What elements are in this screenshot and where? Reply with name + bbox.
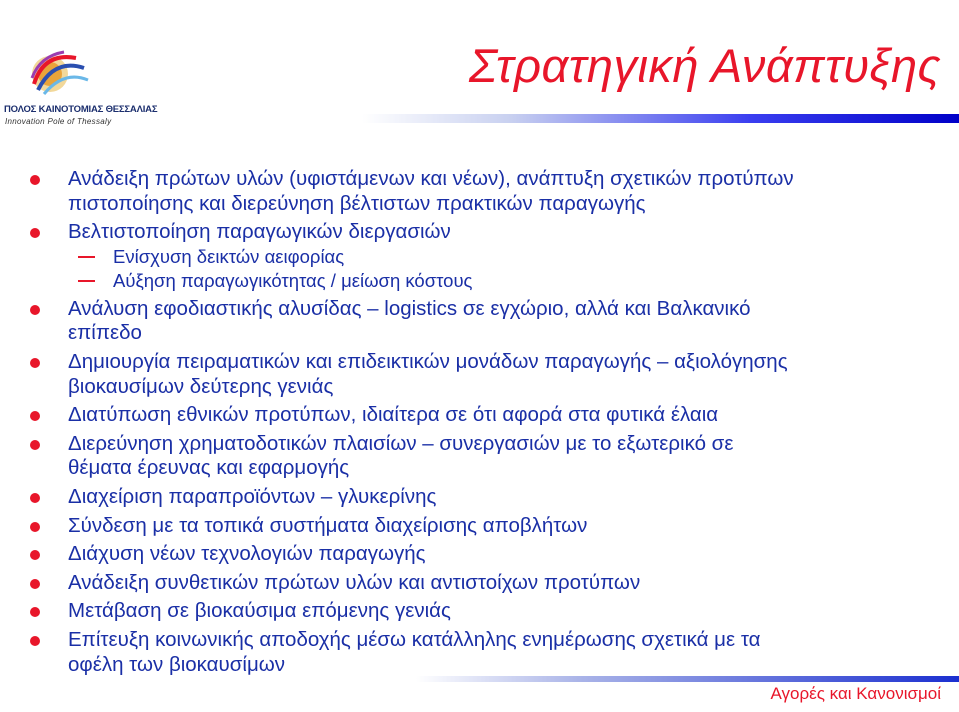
title-underline-bar [362,114,959,123]
footer-text: Αγορές και Κανονισμοί [770,684,941,703]
organization-logo [4,44,158,134]
dash-icon [78,256,95,258]
bullet-icon [30,305,40,315]
list-item [30,350,930,399]
list-item-text: Δημιουργία πειραματικών και επιδεικτικών μονάδων παραγωγής – αξιολόγησης [68,349,788,373]
bullet-icon [30,636,40,646]
bullet-icon [30,607,40,617]
bullet-icon [30,358,40,368]
list-item-text: Διαχείριση παραπροϊόντων – γλυκερίνης [68,484,437,508]
list-item-text: επίπεδο [68,321,142,345]
list-item-text: Ανάλυση εφοδιαστικής αλυσίδας – logistics σε εγχώριο, αλλά και Βαλκανικό [68,296,751,320]
bullet-icon [30,440,40,450]
bullet-icon [30,579,40,589]
list-item-text: Βελτιστοποίηση παραγωγικών διεργασιών [68,220,451,244]
sub-list-item [68,269,930,293]
list-item [30,485,930,510]
list-item-text: θέματα έρευνας και εφαρμογής [68,456,350,480]
list-item [30,571,930,596]
list-item [30,628,930,677]
slide-title: Στρατηγική Ανάπτυξης [468,39,941,92]
bullet-icon [30,175,40,185]
bullet-icon [30,411,40,421]
bullet-list [30,167,930,681]
list-item-text: Μετάβαση σε βιοκαύσιμα επόμενης γενιάς [68,599,451,623]
sub-list-item-text: Αύξηση παραγωγικότητας / μείωση κόστους [113,269,473,291]
list-item-text: βιοκαυσίμων δεύτερης γενιάς [68,374,334,398]
list-item [30,297,930,346]
list-item [30,599,930,624]
list-item-text: Σύνδεση με τα τοπικά συστήματα διαχείρισης αποβλήτων [68,513,588,537]
list-item-text: Διερεύνηση χρηματοδοτικών πλαισίων – συνεργασιών με το εξωτερικό σε [68,431,734,455]
bullet-icon [30,522,40,532]
list-item [30,403,930,428]
dash-icon [78,280,95,282]
list-item [30,167,930,216]
list-item-text: Ανάδειξη συνθετικών πρώτων υλών και αντιστοίχων προτύπων [68,570,641,594]
logo-subtitle: Innovation Pole of Thessaly [5,117,112,126]
logo-swirl-icon [24,44,94,104]
bullet-icon [30,550,40,560]
list-item-text: Διατύπωση εθνικών προτύπων, ιδιαίτερα σε ότι αφορά στα φυτικά έλαια [68,403,719,427]
sub-list-item [68,245,930,269]
list-item-text: Διάχυση νέων τεχνολογιών παραγωγής [68,542,426,566]
list-item-text: οφέλη των βιοκαυσίμων [68,652,286,676]
list-item [30,220,930,293]
logo-name: ΠΟΛΟΣ ΚΑΙΝΟΤΟΜΙΑΣ ΘΕΣΣΑΛΙΑΣ [4,104,158,115]
bullet-icon [30,228,40,238]
bullet-icon [30,493,40,503]
list-item-text: Επίτευξη κοινωνικής αποδοχής μέσω κατάλληλης ενημέρωσης σχετικά με τα [68,627,761,651]
list-item [30,542,930,567]
footer-bar [416,676,959,682]
list-item-text: πιστοποίησης και διερεύνηση βέλτιστων πρακτικών παραγωγής [68,191,646,215]
list-item [30,432,930,481]
list-item-text: Ανάδειξη πρώτων υλών (υφιστάμενων και νέων), ανάπτυξη σχετικών προτύπων [68,167,794,190]
list-item [30,514,930,539]
sub-list-item-text: Ενίσχυση δεικτών αειφορίας [113,245,345,267]
